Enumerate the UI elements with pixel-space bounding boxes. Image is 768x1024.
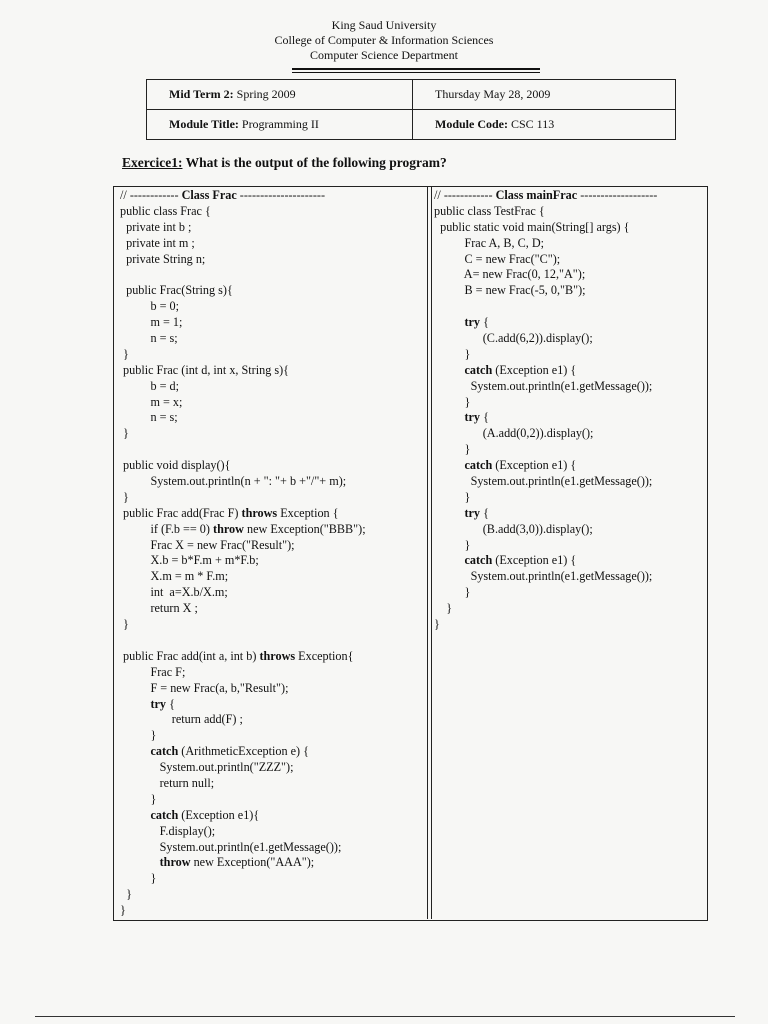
code-text: System.out.println(n + ": "+ b +"/"+ m); (120, 474, 347, 489)
code-text: } (434, 489, 471, 504)
code-text: // ------------ (434, 188, 496, 202)
code-line (434, 538, 657, 554)
code-text-after: new Exception("AAA"); (190, 855, 315, 870)
code-text: } (120, 903, 126, 918)
code-text: m = x; (120, 394, 183, 409)
code-text: X.m = m * F.m; (120, 569, 229, 584)
code-column-frac (120, 188, 366, 919)
code-text: F = new Frac(a, b,"Result"); (120, 680, 289, 695)
code-text (434, 506, 464, 520)
code-line (434, 204, 657, 220)
code-keyword: try (464, 505, 481, 520)
code-line (120, 824, 366, 840)
code-line (434, 601, 657, 617)
code-text: public void display(){ (120, 458, 231, 473)
module-code-cell (413, 110, 676, 140)
midterm-value: Spring 2009 (236, 87, 296, 101)
code-line (434, 506, 657, 522)
module-title-label: Module Title: (169, 117, 239, 131)
code-line (434, 474, 657, 490)
code-line (434, 426, 657, 442)
code-text: } (434, 346, 471, 361)
midterm-label: Mid Term 2: (169, 87, 234, 101)
code-line (120, 569, 366, 585)
code-line (434, 315, 657, 331)
code-keyword: try (464, 410, 481, 425)
code-keyword: try (150, 696, 167, 711)
module-code-label: Module Code: (435, 117, 508, 131)
code-text (120, 744, 150, 758)
code-text: public static void main(String[] args) { (434, 219, 630, 234)
code-text: B = new Frac(-5, 0,"B"); (434, 283, 586, 298)
code-text: private int b ; (120, 219, 192, 234)
code-text (434, 553, 464, 567)
code-text-after: --------------------- (236, 188, 326, 202)
code-line (120, 871, 366, 887)
code-keyword: catch (150, 744, 179, 759)
code-line (120, 474, 366, 490)
code-line (120, 697, 366, 713)
code-text: A= new Frac(0, 12,"A"); (434, 267, 586, 282)
code-keyword: Class mainFrac (495, 188, 578, 202)
code-text: } (434, 394, 471, 409)
code-line (120, 395, 366, 411)
code-line (434, 220, 657, 236)
code-keyword: catch (464, 362, 493, 377)
code-line (434, 188, 657, 204)
code-text (434, 410, 464, 424)
code-line (434, 395, 657, 411)
code-line (120, 252, 366, 268)
code-line (434, 490, 657, 506)
code-line (120, 538, 366, 554)
code-text: public Frac(String s){ (120, 283, 233, 298)
code-text: public Frac (int d, int x, String s){ (120, 362, 290, 377)
code-line (120, 633, 366, 649)
code-line (120, 728, 366, 744)
question-heading (122, 155, 447, 171)
code-keyword: throw (213, 521, 244, 536)
code-text: public Frac add(int a, int b) (120, 648, 260, 663)
code-text-after: ------------------- (577, 188, 658, 202)
code-text (120, 855, 160, 869)
code-line (434, 379, 657, 395)
code-line (434, 617, 657, 633)
code-line (434, 252, 657, 268)
code-text: System.out.println(e1.getMessage()); (434, 378, 653, 393)
code-line (120, 744, 366, 760)
code-text: } (120, 346, 129, 361)
code-text: System.out.println(e1.getMessage()); (120, 839, 342, 854)
code-line (120, 410, 366, 426)
code-line (120, 363, 366, 379)
code-keyword: throws (259, 648, 296, 663)
code-keyword: throws (241, 505, 278, 520)
code-text: } (120, 728, 157, 743)
code-line (434, 458, 657, 474)
code-line (434, 347, 657, 363)
code-text (434, 458, 464, 472)
code-line (120, 855, 366, 871)
code-text: b = 0; (120, 299, 180, 314)
code-line (434, 236, 657, 252)
column-divider (427, 186, 428, 919)
department-name: Computer Science Department (310, 48, 458, 62)
code-line (120, 617, 366, 633)
code-keyword: Class Frac (181, 188, 237, 202)
code-text: } (434, 601, 453, 616)
code-line (434, 410, 657, 426)
code-line (120, 283, 366, 299)
module-title-value: Programming II (241, 117, 319, 131)
code-text: private String n; (120, 251, 206, 266)
code-text: Frac A, B, C, D; (434, 235, 545, 250)
code-keyword: catch (150, 807, 179, 822)
code-column-mainfrac (434, 188, 657, 633)
code-text: Frac X = new Frac("Result"); (120, 537, 295, 552)
code-text: public class TestFrac { (434, 203, 545, 218)
code-text: } (434, 617, 440, 632)
code-line (120, 665, 366, 681)
code-line (434, 442, 657, 458)
code-keyword: catch (464, 458, 493, 473)
document-header (0, 18, 768, 63)
code-text (120, 697, 150, 711)
code-line (120, 776, 366, 792)
code-text: public class Frac { (120, 203, 211, 218)
code-text (434, 363, 464, 377)
code-line (120, 315, 366, 331)
code-line (434, 522, 657, 538)
code-line (120, 188, 366, 204)
code-text: (B.add(3,0)).display(); (434, 521, 593, 536)
code-text-after: new Exception("BBB"); (243, 521, 366, 536)
code-line (434, 363, 657, 379)
code-line (120, 760, 366, 776)
code-text-after: { (480, 410, 489, 425)
code-line (120, 649, 366, 665)
module-code-value: CSC 113 (511, 117, 555, 131)
code-line (120, 347, 366, 363)
footer-rule (35, 1016, 735, 1017)
code-line (120, 426, 366, 442)
code-text (120, 808, 150, 822)
code-text: X.b = b*F.m + m*F.b; (120, 553, 259, 568)
code-keyword: try (464, 315, 481, 330)
code-text-after: { (480, 505, 489, 520)
code-text: n = s; (120, 410, 178, 425)
code-line (120, 204, 366, 220)
code-text: b = d; (120, 378, 180, 393)
code-line (120, 299, 366, 315)
code-line (120, 840, 366, 856)
code-text: System.out.println("ZZZ"); (120, 760, 294, 775)
code-line (434, 267, 657, 283)
module-title-cell (147, 110, 413, 140)
code-line (120, 379, 366, 395)
code-text: private int m ; (120, 235, 195, 250)
code-text: if (F.b == 0) (120, 521, 214, 536)
code-text-after: (Exception e1){ (178, 807, 260, 822)
code-text: F.display(); (120, 823, 216, 838)
code-keyword: throw (159, 855, 191, 870)
code-line (120, 267, 366, 283)
code-text: } (120, 791, 157, 806)
code-line (120, 331, 366, 347)
midterm-cell (147, 80, 413, 110)
column-divider-inner (431, 186, 432, 919)
code-line (434, 283, 657, 299)
code-line (120, 220, 366, 236)
code-text (434, 315, 464, 329)
code-line (120, 712, 366, 728)
code-text: } (434, 442, 471, 457)
code-text: return X ; (120, 601, 198, 616)
code-text-after: (ArithmeticException e) { (178, 744, 309, 759)
code-text-after: (Exception e1) { (492, 458, 577, 473)
code-text-after: Exception { (277, 505, 339, 520)
code-text: public Frac add(Frac F) (120, 505, 242, 520)
code-text: (C.add(6,2)).display(); (434, 331, 593, 346)
code-line (120, 490, 366, 506)
code-text: System.out.println(e1.getMessage()); (434, 569, 653, 584)
code-text: } (120, 489, 129, 504)
code-text: } (120, 426, 129, 441)
code-text: } (120, 871, 157, 886)
code-line (434, 585, 657, 601)
code-text: System.out.println(e1.getMessage()); (434, 474, 653, 489)
code-line (434, 553, 657, 569)
code-line (120, 887, 366, 903)
code-text-after: { (480, 315, 489, 330)
code-text-after: { (166, 696, 175, 711)
exercise-label: Exercice1: (122, 155, 183, 170)
code-line (434, 299, 657, 315)
code-line (120, 236, 366, 252)
code-line (120, 903, 366, 919)
header-rule-thin (292, 72, 540, 73)
code-text: Frac F; (120, 664, 186, 679)
code-text-after: (Exception e1) { (492, 553, 577, 568)
code-text: return add(F) ; (120, 712, 243, 727)
exam-info-table (146, 79, 676, 140)
code-text: int a=X.b/X.m; (120, 585, 228, 600)
college-name: College of Computer & Information Sciences (274, 33, 494, 47)
code-keyword: catch (464, 553, 493, 568)
code-text-after: (Exception e1) { (492, 362, 577, 377)
code-text: return null; (120, 775, 215, 790)
code-line (120, 442, 366, 458)
code-text-after: Exception{ (295, 648, 354, 663)
code-text: (A.add(0,2)).display(); (434, 426, 594, 441)
code-text: } (434, 537, 471, 552)
code-text: } (120, 887, 132, 902)
question-text: What is the output of the following program? (185, 155, 447, 170)
code-line (120, 506, 366, 522)
code-text: // ------------ (120, 188, 182, 202)
code-line (120, 601, 366, 617)
code-line (434, 569, 657, 585)
code-text: C = new Frac("C"); (434, 251, 561, 266)
code-text: n = s; (120, 331, 178, 346)
code-text: m = 1; (120, 315, 183, 330)
code-line (120, 681, 366, 697)
code-line (120, 808, 366, 824)
code-text: } (434, 585, 471, 600)
exam-date: Thursday May 28, 2009 (413, 80, 676, 110)
university-name: King Saud University (331, 18, 437, 32)
code-text: } (120, 617, 129, 632)
code-line (120, 458, 366, 474)
code-line (120, 585, 366, 601)
code-line (434, 331, 657, 347)
code-line (120, 553, 366, 569)
code-line (120, 522, 366, 538)
code-line (120, 792, 366, 808)
header-rule (292, 68, 540, 70)
